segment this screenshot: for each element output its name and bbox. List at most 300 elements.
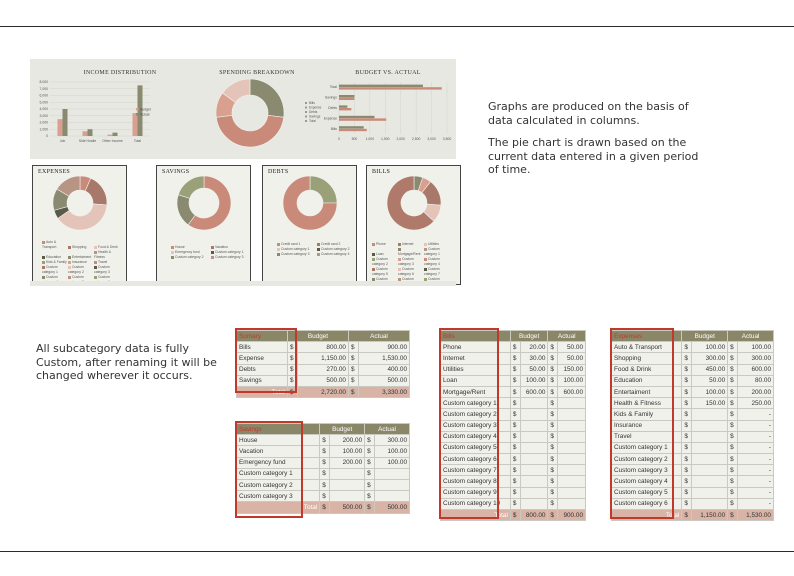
bills-value-cell[interactable]	[558, 442, 586, 453]
bills-currency-cell: $	[548, 420, 558, 431]
debts-donut	[282, 175, 338, 231]
savings-currency-cell: $	[320, 468, 330, 479]
budget-x-tick: 3,000	[427, 137, 436, 141]
summary-currency-cell: $	[348, 375, 358, 386]
expenses-value-cell[interactable]: 450.00	[692, 364, 728, 375]
summary-value-cell[interactable]: 1,530.00	[358, 353, 409, 364]
summary-value-cell[interactable]: 2,720.00	[297, 386, 348, 397]
legend-label: Custom category 1	[42, 265, 58, 274]
legend-label: Custom category 4	[321, 252, 350, 256]
savings-currency-cell: $	[320, 479, 330, 490]
expenses-currency-cell: $	[728, 386, 738, 397]
graphs-note	[488, 100, 748, 177]
bottom-divider	[0, 551, 794, 552]
budget-legend-label: Bills	[309, 101, 315, 105]
summary-category-cell: Total	[237, 386, 288, 397]
bills-currency-cell: $	[548, 353, 558, 364]
expenses-value-cell[interactable]: -	[738, 431, 774, 442]
legend-label: Custom category 5	[372, 267, 388, 276]
legend-swatch	[398, 243, 401, 246]
bills-value-cell[interactable]	[558, 409, 586, 420]
legend-swatch	[94, 251, 97, 254]
legend-label: Custom category 2	[372, 257, 388, 266]
savings-category-cell: Total	[237, 502, 320, 513]
bills-value-cell[interactable]	[520, 465, 548, 476]
summary-currency-cell: $	[348, 364, 358, 375]
legend-item	[398, 257, 424, 267]
summary-value-cell[interactable]: 900.00	[358, 342, 409, 353]
legend-item	[211, 255, 251, 260]
savings-value-cell[interactable]: 100.00	[330, 446, 365, 457]
income-bar-actual	[113, 133, 118, 136]
graphs-note-line2: data calculated in columns.	[488, 113, 640, 127]
legend-item	[424, 267, 450, 277]
budget-bar-budget	[339, 126, 364, 128]
legend-item	[398, 247, 424, 257]
expenses-category-cell: Auto & Transport	[612, 342, 682, 353]
legend-swatch	[277, 253, 280, 256]
legend-item	[372, 242, 398, 247]
expenses-currency-cell: $	[728, 398, 738, 409]
expenses-value-cell[interactable]	[692, 465, 728, 476]
bills-value-cell[interactable]: 100.00	[520, 375, 548, 386]
bills-value-cell[interactable]: 30.00	[520, 353, 548, 364]
bills-value-cell[interactable]: 50.00	[520, 364, 548, 375]
income-bar-budget	[58, 119, 63, 136]
budget-x-tick: 3,500	[442, 137, 452, 141]
summary-currency-cell: $	[287, 353, 297, 364]
budget-y-label: Savings	[324, 95, 337, 100]
budget-y-label: Bills	[330, 126, 337, 131]
legend-item	[317, 252, 357, 257]
income-y-tick: 2,000	[39, 120, 48, 125]
budget-bar-budget	[339, 105, 347, 107]
savings-value-cell[interactable]: 200.00	[330, 457, 365, 468]
legend-label: Custom category 2	[321, 247, 350, 251]
pie-note-line2: current data entered in a given period	[488, 149, 699, 163]
debts-slice	[310, 176, 337, 203]
legend-label: Mortgage/Rent	[398, 252, 421, 256]
bills-currency-cell: $	[510, 409, 520, 420]
bills-value-cell[interactable]	[520, 454, 548, 465]
bills-currency-cell: $	[510, 510, 520, 521]
legend-label: Utilities	[428, 242, 439, 246]
legend-swatch	[94, 261, 97, 264]
bills-value-cell[interactable]	[520, 476, 548, 487]
expenses-category-cell: Food & Drink	[612, 364, 682, 375]
expenses-currency-cell: $	[728, 476, 738, 487]
bills-category-cell: Custom category 3	[441, 420, 511, 431]
summary-value-cell[interactable]: 400.00	[358, 364, 409, 375]
legend-swatch	[94, 266, 97, 269]
income-chart-title: INCOME DISTRIBUTION	[83, 70, 157, 76]
savings-currency-cell: $	[320, 502, 330, 513]
bills-currency-cell: $	[548, 476, 558, 487]
budget-bar-budget	[339, 116, 374, 118]
budget-legend-swatch	[305, 120, 307, 122]
expenses-value-cell[interactable]: -	[738, 454, 774, 465]
bills-value-cell[interactable]	[558, 420, 586, 431]
bills-donut	[386, 175, 442, 231]
expenses-currency-cell: $	[682, 510, 692, 521]
savings-category-cell: Custom category 1	[237, 468, 320, 479]
expenses-value-cell[interactable]: 1,150.00	[692, 510, 728, 521]
income-y-tick: 4,000	[39, 107, 48, 111]
expenses-currency-cell: $	[682, 476, 692, 487]
expenses-value-cell[interactable]: 150.00	[692, 398, 728, 409]
savings-currency-cell: $	[320, 457, 330, 468]
summary-category-cell: Expense	[237, 353, 288, 364]
savings-value-cell[interactable]: 100.00	[375, 446, 410, 457]
bills-currency-cell: $	[510, 442, 520, 453]
expenses-value-cell[interactable]: -	[738, 476, 774, 487]
summary-currency-cell: $	[287, 386, 297, 397]
legend-label: Food & Drink	[98, 245, 118, 249]
bills-category-cell: Custom category 1	[441, 398, 511, 409]
legend-swatch	[424, 248, 427, 251]
legend-item	[42, 240, 68, 250]
savings-value-cell[interactable]	[375, 468, 410, 479]
summary-category-cell: Bills	[237, 342, 288, 353]
legend-swatch	[171, 256, 174, 259]
debts-legend	[277, 242, 361, 257]
expenses-currency-cell: $	[728, 454, 738, 465]
legend-label: Custom category 1	[424, 247, 440, 256]
expenses-currency-cell: $	[728, 465, 738, 476]
bills-value-cell[interactable]: 600.00	[558, 386, 586, 397]
bills-category-cell: Custom category 5	[441, 442, 511, 453]
bills-value-cell[interactable]	[558, 498, 586, 509]
bills-value-cell[interactable]: 20.00	[520, 342, 548, 353]
expenses-value-cell[interactable]	[692, 442, 728, 453]
savings-currency-cell: $	[365, 435, 375, 446]
bills-currency-cell: $	[510, 454, 520, 465]
expenses-value-cell[interactable]: 300.00	[692, 353, 728, 364]
bills-category-cell: Utilities	[441, 364, 511, 375]
savings-value-cell[interactable]	[330, 479, 365, 490]
bills-value-cell[interactable]	[520, 442, 548, 453]
summary-currency-cell: $	[348, 342, 358, 353]
expenses-currency-cell: $	[728, 510, 738, 521]
legend-swatch	[94, 276, 97, 279]
expenses-value-cell[interactable]: -	[738, 442, 774, 453]
expenses-category-cell: Custom category 1	[612, 442, 682, 453]
legend-swatch	[277, 248, 280, 251]
expenses-value-cell[interactable]: 600.00	[738, 364, 774, 375]
expenses-category-cell: Custom category 4	[612, 476, 682, 487]
savings-category-cell: Vacation	[237, 446, 320, 457]
expenses-currency-cell: $	[728, 364, 738, 375]
expenses-category-cell: Total	[612, 510, 682, 521]
summary-value-cell[interactable]: 3,330.00	[358, 386, 409, 397]
bills-value-cell[interactable]	[558, 454, 586, 465]
legend-swatch	[68, 276, 71, 279]
bills-value-cell[interactable]: 100.00	[558, 375, 586, 386]
legend-label: Entertaiment	[72, 255, 92, 259]
legend-item	[68, 265, 94, 275]
summary-currency-cell: $	[348, 353, 358, 364]
bills-currency-cell: $	[548, 487, 558, 498]
legend-swatch	[42, 241, 45, 244]
expenses-currency-cell: $	[728, 375, 738, 386]
expenses-value-cell[interactable]: -	[738, 487, 774, 498]
legend-swatch	[171, 246, 174, 249]
legend-label: Custom	[46, 275, 58, 279]
savings-value-cell[interactable]	[330, 468, 365, 479]
expenses-value-cell[interactable]	[692, 431, 728, 442]
expenses-value-cell[interactable]: -	[738, 498, 774, 509]
bills-currency-cell: $	[548, 510, 558, 521]
bills-currency-cell: $	[548, 386, 558, 397]
expenses-category-cell: Shopping	[612, 353, 682, 364]
expenses-currency-cell: $	[728, 342, 738, 353]
bills-category-cell: Custom category 6	[441, 454, 511, 465]
expenses-value-cell[interactable]: 100.00	[692, 386, 728, 397]
bills-value-cell[interactable]	[520, 498, 548, 509]
expenses-value-cell[interactable]: 80.00	[738, 375, 774, 386]
bills-currency-cell: $	[548, 442, 558, 453]
legend-label: Travel	[98, 260, 108, 264]
expenses-value-cell[interactable]: 100.00	[692, 342, 728, 353]
expenses-currency-cell: $	[682, 442, 692, 453]
savings-header-budget: Budget	[320, 424, 365, 435]
legend-label: Custom category 4	[424, 257, 440, 266]
expenses-category-cell: Travel	[612, 431, 682, 442]
bills-value-cell[interactable]	[558, 431, 586, 442]
expenses-value-cell[interactable]	[692, 454, 728, 465]
summary-value-cell[interactable]: 500.00	[358, 375, 409, 386]
bills-value-cell[interactable]	[520, 420, 548, 431]
legend-swatch	[398, 258, 401, 261]
legend-item	[42, 265, 68, 275]
income-y-tick: 6,000	[39, 93, 48, 98]
legend-item	[94, 265, 120, 275]
savings-value-cell[interactable]	[330, 491, 365, 502]
budget-x-tick: 2,000	[396, 137, 405, 141]
bills-value-cell[interactable]: 800.00	[520, 510, 548, 521]
savings-donut	[176, 175, 232, 231]
budget-x-tick: 1,500	[381, 137, 390, 141]
income-legend-swatch	[136, 113, 139, 116]
legend-label: Emergency fund	[175, 250, 200, 254]
expenses-category-cell: Entertaiment	[612, 386, 682, 397]
savings-value-cell[interactable]: 100.00	[375, 457, 410, 468]
savings-currency-cell: $	[365, 502, 375, 513]
income-y-tick: 8,000	[39, 80, 48, 84]
custom-note-line2: Custom, after renaming it will be	[36, 355, 217, 369]
expenses-value-cell[interactable]: 100.00	[738, 342, 774, 353]
budget-y-label: Debts	[328, 106, 337, 110]
summary-value-cell[interactable]: 270.00	[297, 364, 348, 375]
legend-item	[372, 257, 398, 267]
income-x-label: Total	[133, 139, 142, 143]
expenses-value-cell[interactable]	[692, 498, 728, 509]
expenses-value-cell[interactable]	[692, 487, 728, 498]
bills-currency-cell: $	[548, 342, 558, 353]
bills-value-cell[interactable]	[520, 409, 548, 420]
legend-swatch	[372, 258, 375, 261]
expenses-chart-title: EXPENSES	[38, 169, 71, 175]
custom-note	[36, 342, 236, 383]
summary-value-cell[interactable]: 1,150.00	[297, 353, 348, 364]
bills-value-cell[interactable]: 50.00	[558, 342, 586, 353]
bills-category-cell: Custom category 9	[441, 487, 511, 498]
bills-currency-cell: $	[510, 386, 520, 397]
expenses-currency-cell: $	[728, 431, 738, 442]
legend-swatch	[317, 243, 320, 246]
income-y-tick: 5,000	[39, 100, 48, 105]
summary-currency-cell: $	[287, 375, 297, 386]
savings-slice	[178, 176, 204, 198]
savings-category-cell: Emergency fund	[237, 457, 320, 468]
legend-swatch	[94, 246, 97, 249]
savings-value-cell[interactable]: 500.00	[375, 502, 410, 513]
budget-legend-label: Savings	[309, 114, 321, 119]
legend-label: Custom category 3	[94, 265, 110, 274]
budget-x-tick: 500	[351, 137, 358, 141]
expenses-value-cell[interactable]: 300.00	[738, 353, 774, 364]
summary-header-budget: Budget	[287, 331, 348, 342]
expenses-value-cell[interactable]: 1,530.00	[738, 510, 774, 521]
expenses-value-cell[interactable]: -	[738, 465, 774, 476]
bills-currency-cell: $	[548, 375, 558, 386]
expenses-highlight	[610, 328, 674, 519]
expenses-value-cell[interactable]	[692, 409, 728, 420]
legend-swatch	[42, 276, 45, 279]
bills-currency-cell: $	[510, 420, 520, 431]
expenses-value-cell[interactable]: -	[738, 420, 774, 431]
legend-label: Kids & Family	[46, 260, 67, 264]
bills-value-cell[interactable]	[558, 398, 586, 409]
expenses-header-budget: Budget	[682, 331, 728, 342]
savings-highlight	[235, 421, 303, 518]
bills-category-cell: Custom category 7	[441, 465, 511, 476]
expenses-currency-cell: $	[682, 420, 692, 431]
expenses-currency-cell: $	[682, 375, 692, 386]
expenses-currency-cell: $	[682, 409, 692, 420]
charts-bottom-band	[30, 281, 456, 286]
expenses-category-cell: Custom category 2	[612, 454, 682, 465]
expenses-category-cell: Insurance	[612, 420, 682, 431]
bills-currency-cell: $	[510, 465, 520, 476]
budget-legend-label: Expense	[309, 105, 322, 110]
legend-swatch	[68, 261, 71, 264]
budget-bar-budget	[339, 95, 354, 97]
legend-label: Custom	[428, 277, 440, 281]
legend-swatch	[42, 266, 45, 269]
bills-value-cell[interactable]: 900.00	[558, 510, 586, 521]
spending-chart	[210, 78, 290, 148]
legend-swatch	[68, 246, 71, 249]
income-legend-swatch	[136, 108, 139, 111]
savings-currency-cell: $	[320, 446, 330, 457]
savings-value-cell[interactable]	[375, 491, 410, 502]
bills-value-cell[interactable]	[520, 431, 548, 442]
bills-value-cell[interactable]	[520, 398, 548, 409]
budget-bar-actual	[339, 129, 367, 131]
budget-y-label: Expense	[323, 116, 337, 121]
budget-chart-title: BUDGET VS. ACTUAL	[355, 70, 421, 76]
expenses-value-cell[interactable]: 200.00	[738, 386, 774, 397]
income-legend-label: Actual	[140, 112, 150, 117]
bills-category-cell: Mortgage/Rent	[441, 386, 511, 397]
expenses-legend	[42, 240, 124, 285]
savings-currency-cell: $	[365, 491, 375, 502]
bills-value-cell[interactable]: 50.00	[558, 353, 586, 364]
bills-category-cell: Custom category 10	[441, 498, 511, 509]
income-bar-budget	[108, 135, 113, 136]
legend-swatch	[68, 256, 71, 259]
income-legend-label: Budget	[140, 107, 151, 112]
summary-value-cell[interactable]: 500.00	[297, 375, 348, 386]
legend-label: Shopping	[72, 245, 87, 249]
legend-label: Custom category 2	[175, 255, 204, 259]
legend-swatch	[398, 248, 401, 251]
legend-label: Custom category 6	[398, 267, 414, 276]
expenses-currency-cell: $	[728, 353, 738, 364]
expenses-value-cell[interactable]	[692, 420, 728, 431]
legend-label: Custom	[376, 277, 388, 281]
bills-chart-title: BILLS	[372, 169, 391, 175]
bills-currency-cell: $	[548, 465, 558, 476]
legend-label: Custom category 1	[281, 247, 310, 251]
savings-value-cell[interactable]	[375, 479, 410, 490]
income-bar-actual	[63, 109, 68, 136]
legend-swatch	[424, 243, 427, 246]
legend-swatch	[42, 261, 45, 264]
expenses-value-cell[interactable]: 50.00	[692, 375, 728, 386]
bills-value-cell[interactable]	[558, 476, 586, 487]
legend-label: Auto & Transport	[42, 240, 57, 249]
savings-value-cell[interactable]: 500.00	[330, 502, 365, 513]
bills-value-cell[interactable]: 150.00	[558, 364, 586, 375]
savings-legend	[171, 245, 255, 260]
legend-swatch	[372, 268, 375, 271]
budget-bar-actual	[339, 98, 354, 100]
legend-swatch	[171, 251, 174, 254]
bills-value-cell[interactable]: 600.00	[520, 386, 548, 397]
legend-label: Custom category 7	[424, 267, 440, 276]
expenses-value-cell[interactable]: 250.00	[738, 398, 774, 409]
budget-bar-actual	[339, 87, 442, 89]
expenses-value-cell[interactable]	[692, 476, 728, 487]
savings-value-cell[interactable]: 200.00	[330, 435, 365, 446]
expenses-category-cell: Education	[612, 375, 682, 386]
budget-legend-label: Debts	[309, 110, 318, 114]
bills-currency-cell: $	[510, 375, 520, 386]
legend-swatch	[372, 253, 375, 256]
bills-currency-cell: $	[548, 398, 558, 409]
bills-value-cell[interactable]	[558, 465, 586, 476]
savings-category-cell: Custom category 2	[237, 479, 320, 490]
expenses-value-cell[interactable]: -	[738, 409, 774, 420]
expenses-donut	[52, 175, 108, 231]
top-divider	[0, 26, 794, 27]
savings-value-cell[interactable]: 300.00	[375, 435, 410, 446]
budget-x-tick: 0	[338, 137, 340, 141]
bills-currency-cell: $	[510, 364, 520, 375]
bills-value-cell[interactable]	[558, 487, 586, 498]
expenses-currency-cell: $	[728, 498, 738, 509]
summary-value-cell[interactable]: 800.00	[297, 342, 348, 353]
legend-swatch	[42, 256, 45, 259]
savings-chart-title: SAVINGS	[162, 169, 190, 175]
bills-currency-cell: $	[510, 353, 520, 364]
bills-currency-cell: $	[510, 498, 520, 509]
bills-header-actual: Actual	[548, 331, 586, 342]
bills-value-cell[interactable]	[520, 487, 548, 498]
savings-currency-cell: $	[365, 479, 375, 490]
